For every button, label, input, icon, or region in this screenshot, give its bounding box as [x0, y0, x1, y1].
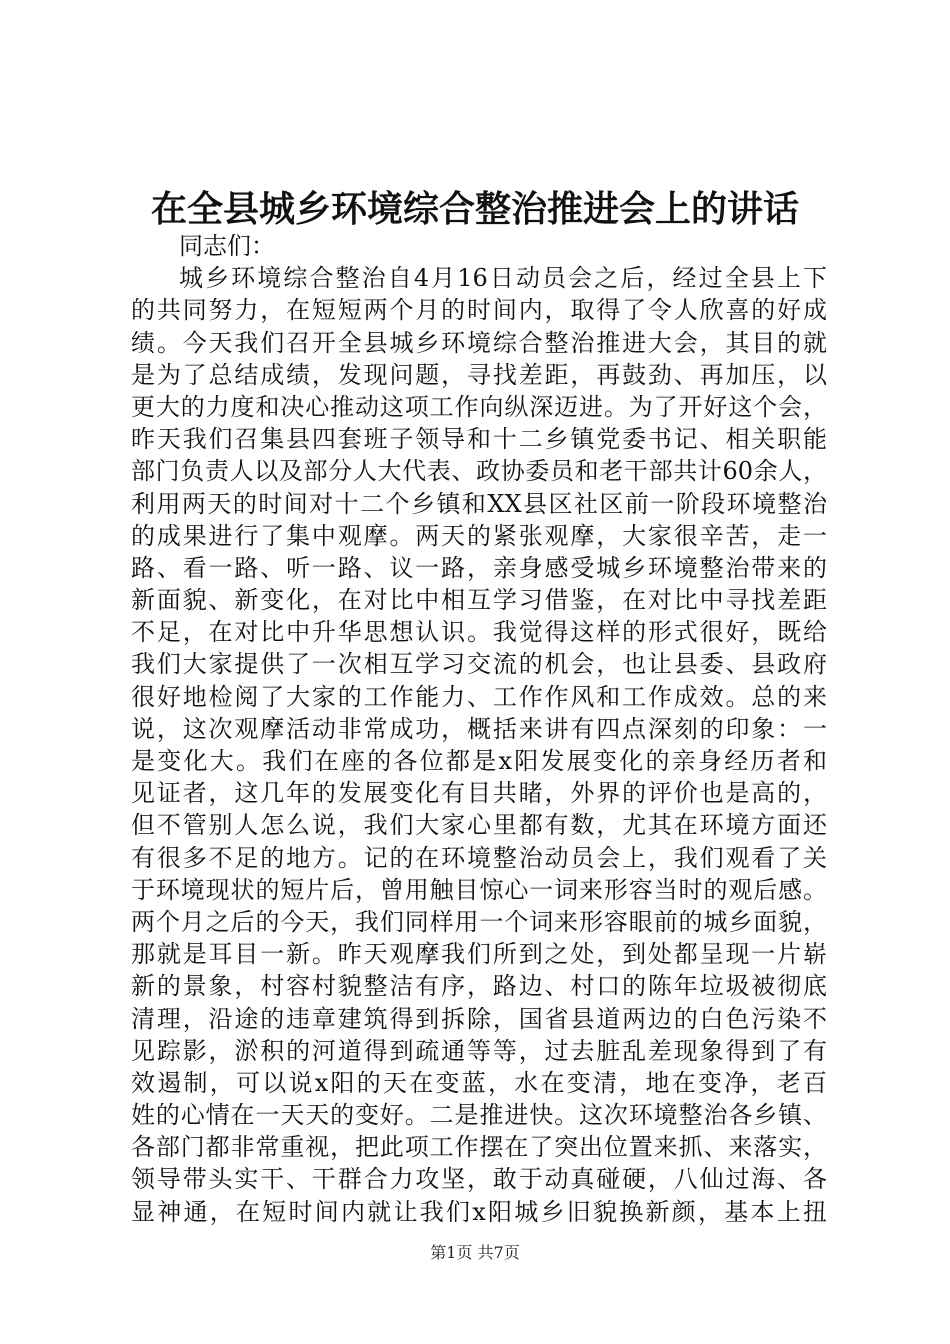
greeting-line: 同志们：: [179, 232, 275, 260]
text-line: 的共同努力，在短短两个月的时间内，取得了令人欣喜的好成: [131, 296, 827, 325]
text-line: 新面貌、新变化，在对比中相互学习借鉴，在对比中寻找差距: [131, 586, 827, 615]
text-line: 那就是耳目一新。昨天观摩我们所到之处，到处都呈现一片崭: [131, 940, 827, 969]
text-line: 新的景象，村容村貌整洁有序，路边、村口的陈年垃圾被彻底: [131, 972, 827, 1001]
text-line: 但不管别人怎么说，我们大家心里都有数，尤其在环境方面还: [131, 811, 827, 840]
text-line: 于环境现状的短片后，曾用触目惊心一词来形容当时的观后感。: [131, 875, 827, 904]
text-line: 很好地检阅了大家的工作能力、工作作风和工作成效。总的来: [131, 682, 827, 711]
text-line: 姓的心情在一天天的变好。二是推进快。这次环境整治各乡镇、: [131, 1101, 827, 1130]
text-line: 部门负责人以及部分人大代表、政协委员和老干部共计60余人，: [131, 457, 827, 486]
text-line: 是为了总结成绩，发现问题，寻找差距，再鼓劲、再加压，以: [131, 360, 827, 389]
speech-body: [131, 230, 827, 1228]
text-line: 我们大家提供了一次相互学习交流的机会，也让县委、县政府: [131, 650, 827, 679]
text-line: 不足，在对比中升华思想认识。我觉得这样的形式很好，既给: [131, 618, 827, 647]
text-line: 更大的力度和决心推动这项工作向纵深迈进。为了开好这个会，: [131, 392, 827, 421]
text-line: 利用两天的时间对十二个乡镇和XX县区社区前一阶段环境整治: [131, 489, 827, 518]
text-line: 显神通，在短时间内就让我们x阳城乡旧貌换新颜，基本上扭: [131, 1197, 827, 1226]
text-line: 说，这次观摩活动非常成功，概括来讲有四点深刻的印象：一: [131, 714, 827, 743]
text-line: 是变化大。我们在座的各位都是x阳发展变化的亲身经历者和: [131, 747, 827, 775]
text-line: 见证者，这几年的发展变化有目共睹，外界的评价也是高的，: [131, 779, 827, 808]
text-line: 城乡环境综合整治自4月16日动员会之后，经过全县上下: [179, 264, 827, 293]
text-line: 两个月之后的今天，我们同样用一个词来形容眼前的城乡面貌，: [131, 907, 827, 936]
text-line: 的成果进行了集中观摩。两天的紧张观摩，大家很辛苦，走一: [131, 521, 827, 550]
text-line: 效遏制，可以说x阳的天在变蓝，水在变清，地在变净，老百: [131, 1068, 827, 1097]
text-line: 绩。今天我们召开全县城乡环境综合整治推进大会，其目的就: [131, 328, 827, 357]
page-title: 在全县城乡环境综合整治推进会上的讲话: [150, 188, 799, 230]
text-line: 有很多不足的地方。记的在环境整治动员会上，我们观看了关: [131, 843, 827, 872]
text-line: 清理，沿途的违章建筑得到拆除，国省县道两边的白色污染不: [131, 1004, 827, 1033]
text-line: 各部门都非常重视，把此项工作摆在了突出位置来抓、来落实，: [131, 1133, 827, 1162]
text-line: 昨天我们召集县四套班子领导和十二乡镇党委书记、相关职能: [131, 425, 827, 454]
text-line: 见踪影，淤积的河道得到疏通等等，过去脏乱差现象得到了有: [131, 1036, 827, 1065]
text-line: 路、看一路、听一路、议一路，亲身感受城乡环境整治带来的: [131, 553, 827, 582]
page-number-footer: 第1页 共7页: [430, 1243, 520, 1262]
text-line: 领导带头实干、干群合力攻坚，敢于动真碰硬，八仙过海、各: [131, 1165, 827, 1194]
